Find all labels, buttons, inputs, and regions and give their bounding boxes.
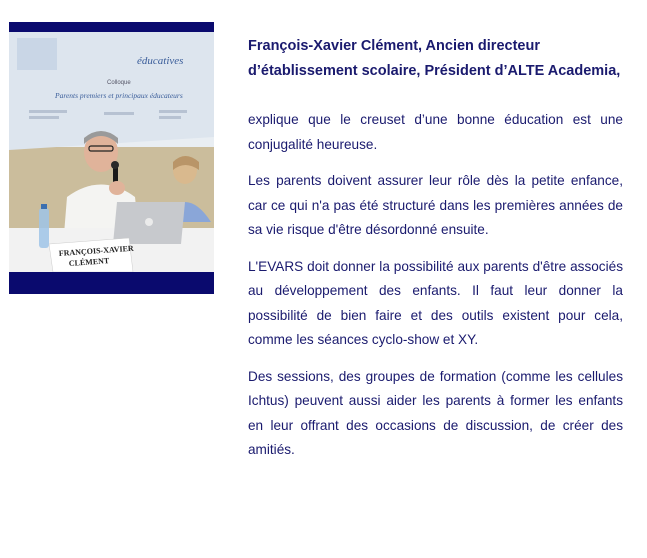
slide-line: [29, 116, 59, 119]
nameplate-line-2: CLÉMENT: [68, 256, 110, 268]
slide-image: [17, 38, 57, 70]
slide-text-2: Colloque: [107, 80, 131, 86]
microphone-head: [111, 161, 119, 169]
photo-illustration: [9, 32, 214, 272]
slide-text-1: éducatives: [137, 55, 184, 67]
article-text: [248, 34, 623, 475]
slide-line: [104, 112, 134, 115]
paragraph-3: L'EVARS doit donner la possibilité aux parents d'être associés au développement des enfants. Il faut leur donner la possibilité de bien faire et des outils existent pour cela, comme les séances cyclo-show et XY.: [248, 258, 623, 347]
bottle-cap: [41, 204, 47, 209]
paragraph-1: explique que le creuset d’une bonne éducation est une conjugalité heureuse.: [248, 112, 623, 152]
slide-line: [159, 110, 187, 113]
speaker-photo: [9, 32, 214, 272]
water-bottle: [39, 208, 49, 248]
paragraph-4: Des sessions, des groupes de formation (comme les cellules Ichtus) peuvent aussi aider les parents à former les enfants en leur offrant des occasions de discussion, de créer des amitiés.: [248, 368, 623, 457]
speaker-heading: François-Xavier Clément, Ancien directeur d’établissement scolaire, Président d’ALTE Academia,: [248, 38, 621, 79]
man-hand: [109, 181, 125, 195]
slide-text-3: Parents premiers et principaux éducateurs: [55, 91, 183, 100]
slide-line: [29, 110, 67, 113]
nameplate-line-1: FRANÇOIS-XAVIER: [58, 243, 134, 258]
slide-line: [159, 116, 181, 119]
photo-frame: [9, 22, 214, 294]
laptop-logo: [145, 218, 153, 226]
paragraph-2: Les parents doivent assurer leur rôle dès la petite enfance, car ce qui n'a pas été structuré dans les premières années de sa vie risque d'être désordonné ensuite.: [248, 173, 623, 237]
